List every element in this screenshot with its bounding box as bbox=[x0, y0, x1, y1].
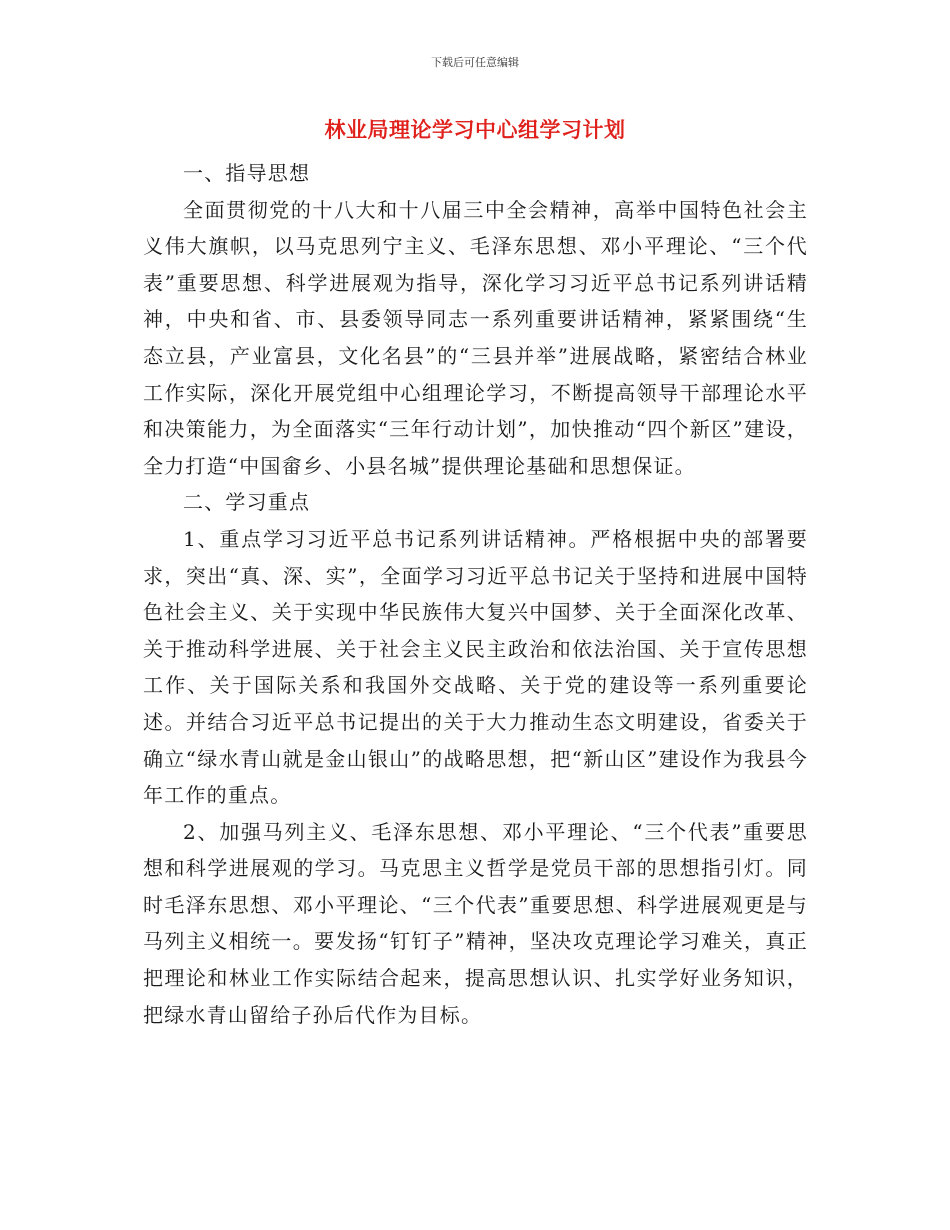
header-note: 下载后可任意编辑 bbox=[431, 56, 519, 69]
document-title: 林业局理论学习中心组学习计划 bbox=[324, 118, 626, 142]
paragraph-guiding-thought: 全面贯彻党的十八大和十八届三中全会精神，高举中国特色社会主义伟大旗帜，以马克思列宁主义、毛泽东思想、邓小平理论、“三个代表”重要思想、科学进展观为指导，深化学习习近平总书记系列讲话精神，中央和省、市、县委领导同志一系列重要讲话精神，紧紧围绕“生态立县，产业富县，文化名县”的“三县并举”进展战略，紧密结合林业工作实际，深化开展党组中心组理论学习，不断提高领导干部理论水平和决策能力，为全面落实“三年行动计划”，加快推动“四个新区”建设，全力打造“中国畲乡、小县名城”提供理论基础和思想保证。 bbox=[143, 197, 808, 478]
section-heading-study-focus: 二、学习重点 bbox=[183, 490, 311, 515]
paragraph-focus-1: 1、重点学习习近平总书记系列讲话精神。严格根据中央的部署要求，突出“真、深、实”，全面学习习近平总书记关于坚持和进展中国特色社会主义、关于实现中华民族伟大复兴中国梦、关于全面深化改革、关于推动科学进展、关于社会主义民主政治和依法治国、关于宣传思想工作、关于国际关系和我国外交战略、关于党的建设等一系列重要论述。并结合习近平总书记提出的关于大力推动生态文明建设，省委关于确立“绿水青山就是金山银山”的战略思想，把“新山区”建设作为我县今年工作的重点。 bbox=[143, 526, 808, 808]
document-body bbox=[143, 155, 808, 1033]
section-heading-guiding-thought: 一、指导思想 bbox=[183, 161, 311, 185]
paragraph-focus-2: 2、加强马列主义、毛泽东思想、邓小平理论、“三个代表”重要思想和科学进展观的学习。马克思主义哲学是党员干部的思想指引灯。同时毛泽东思想、邓小平理论、“三个代表”重要思想、科学进展观更是与马列主义相统一。要发扬“钉钉子”精神，坚决攻克理论学习难关，真正把理论和林业工作实际结合起来，提高思想认识、扎实学好业务知识，把绿水青山留给子孙后代作为目标。 bbox=[143, 819, 808, 1027]
